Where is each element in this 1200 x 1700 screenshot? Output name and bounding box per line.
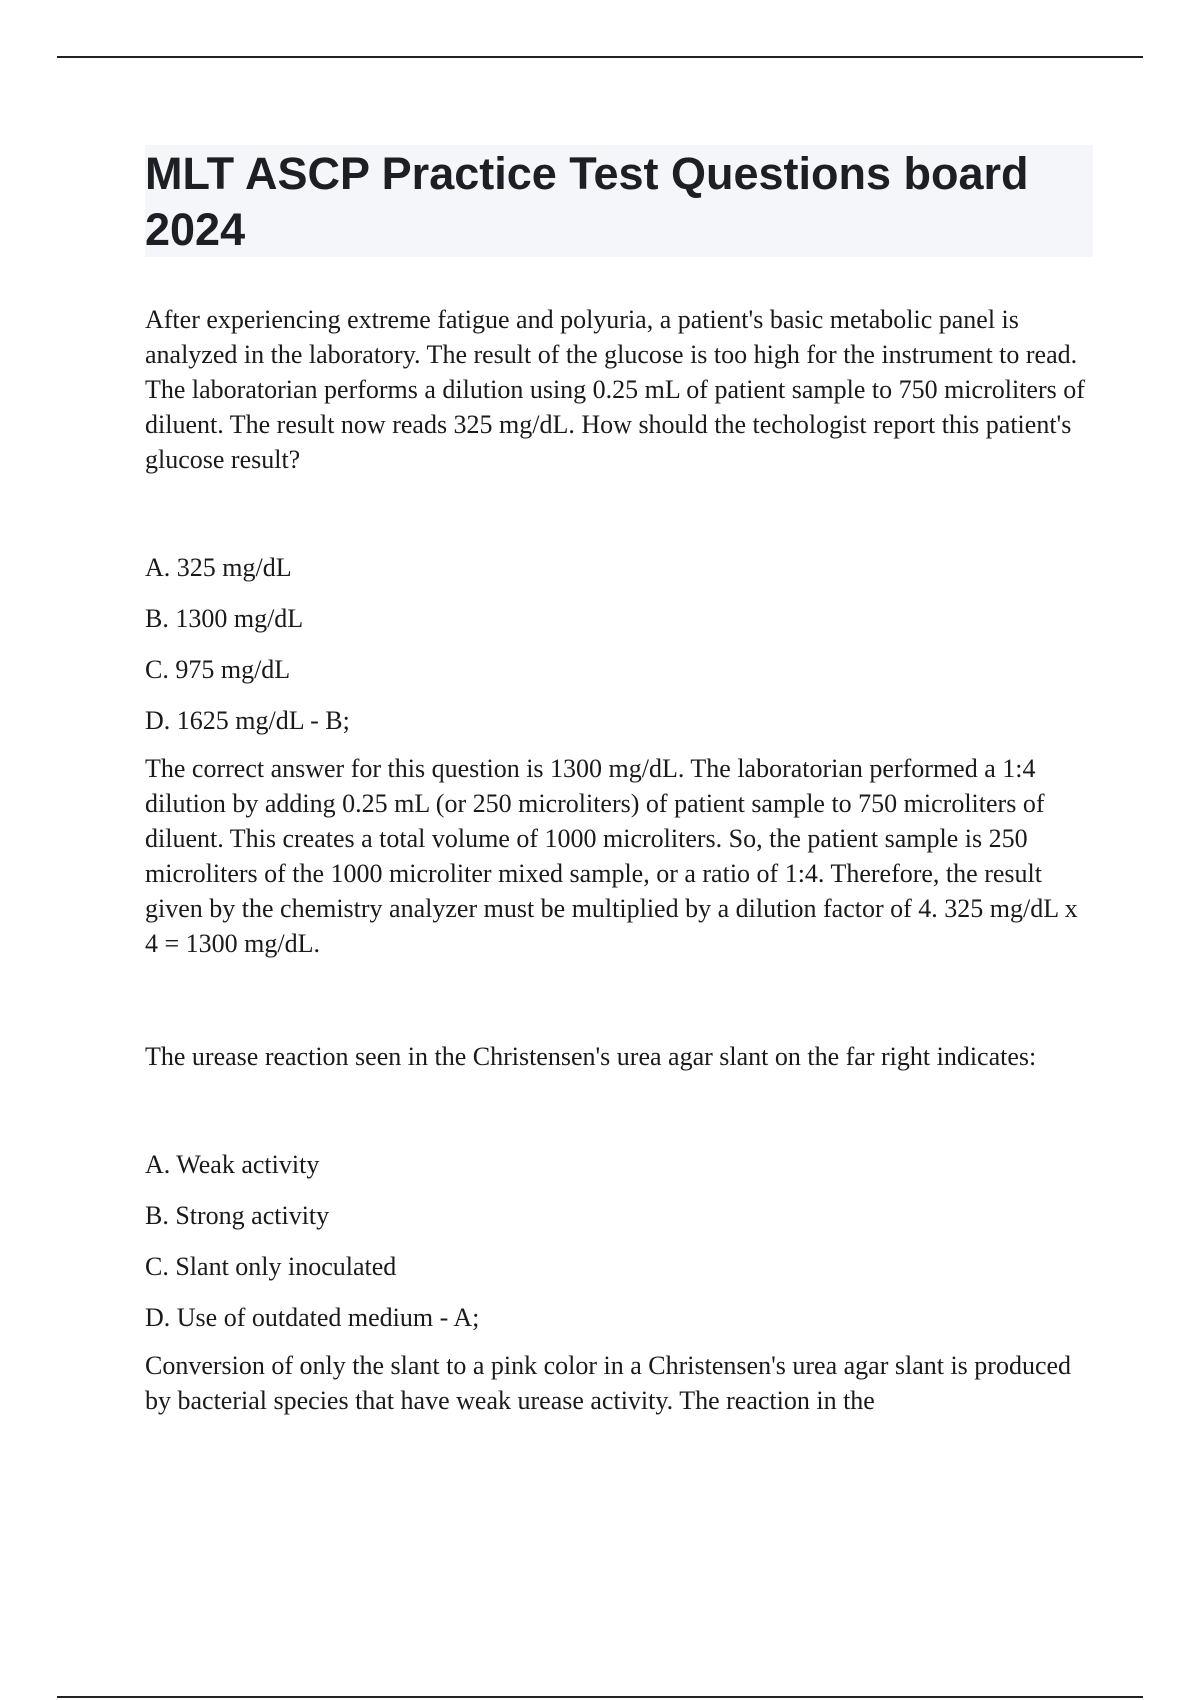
question-text: The urease reaction seen in the Christensen's urea agar slant on the far right indicates: [145, 1042, 1037, 1071]
answer-option-a: A. Weak activity [145, 1150, 320, 1179]
answer-explanation: The correct answer for this question is 1300 mg/dL. The laboratorian performed a 1:4 dilution by adding 0.25 mL (or 250 microliters) of patient sample to 750 microliters of diluent. This creates a total volume of 1000 microliters. So, the patient sample is 250 microliters of the 1000 microliter mixed sample, or a ratio of 1:4. Therefore, the result given by the chemistry analyzer must be multiplied by a dilution factor of 4. 325 mg/dL x 4 = 1300 mg/dL. [145, 754, 1078, 958]
question-text: After experiencing extreme fatigue and polyuria, a patient's basic metabolic panel is analyzed in the laboratory. The result of the glucose is too high for the instrument to read. The laboratorian performs a dilution using 0.25 mL of patient sample to 750 microliters of diluent. The result now reads 325 mg/dL. How should the techologist report this patient's glucose result? [145, 305, 1085, 474]
answer-option-d: D. Use of outdated medium - A; [145, 1303, 480, 1332]
page-title: MLT ASCP Practice Test Questions board 2024 [145, 148, 1029, 255]
question-block-1 [145, 302, 1090, 961]
bottom-rule [57, 1696, 1143, 1698]
answer-option-b: B. Strong activity [145, 1201, 330, 1230]
document-body [145, 302, 1090, 1496]
answer-option-b: B. 1300 mg/dL [145, 604, 304, 633]
answer-explanation: Conversion of only the slant to a pink color in a Christensen's urea agar slant is produced by bacterial species that have weak urease activity. The reaction in the [145, 1351, 1072, 1415]
answer-option-c: C. Slant only inoculated [145, 1252, 397, 1281]
answer-option-a: A. 325 mg/dL [145, 553, 292, 582]
question-block-2 [145, 1039, 1090, 1418]
answer-option-c: C. 975 mg/dL [145, 655, 291, 684]
answer-option-d: D. 1625 mg/dL - B; [145, 706, 350, 735]
top-rule [57, 56, 1143, 58]
